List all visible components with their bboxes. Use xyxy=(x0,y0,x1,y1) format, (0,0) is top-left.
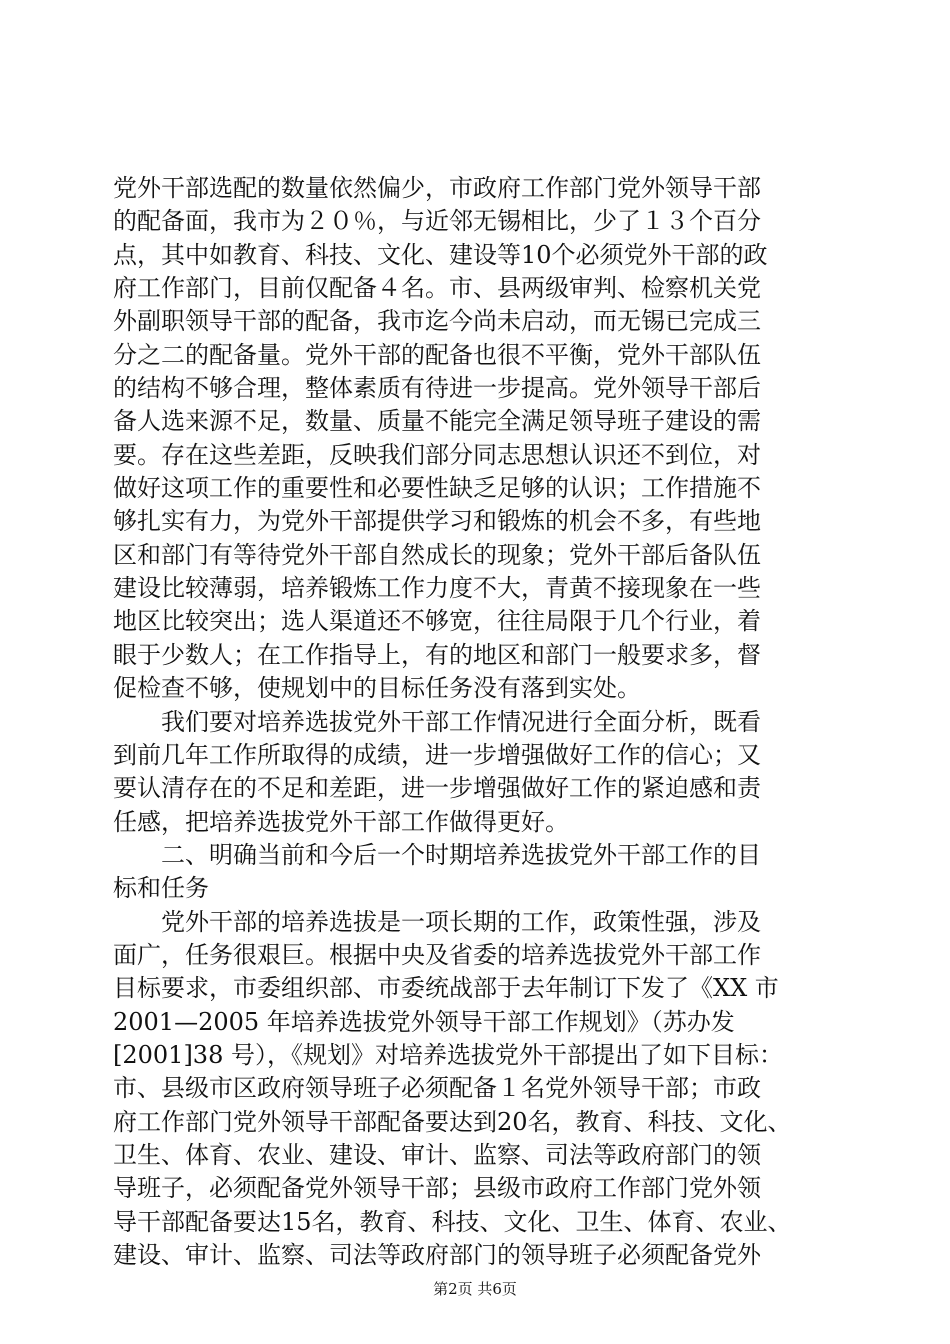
text-line: 到前几年工作所取得的成绩，进一步增强做好工作的信心；又 xyxy=(113,740,761,769)
text-line: 面广，任务很艰巨。根据中央及省委的培养选拔党外干部工作 xyxy=(113,940,761,969)
text-line: 党外干部的培养选拔是一项长期的工作，政策性强，涉及 xyxy=(113,907,761,936)
text-line: 区和部门有等待党外干部自然成长的现象；党外干部后备队伍 xyxy=(113,540,761,569)
text-line: 外副职领导干部的配备，我市迄今尚未启动，而无锡已完成三 xyxy=(113,307,761,336)
text-line: 地区比较突出；选人渠道还不够宽，往往局限于几个行业，着 xyxy=(113,607,761,636)
text-line: 建设、审计、监察、司法等政府部门的领导班子必须配备党外 xyxy=(113,1241,761,1269)
text-line: 促检查不够，使规划中的目标任务没有落到实处。 xyxy=(113,674,641,703)
text-line: 目标要求，市委组织部、市委统战部于去年制订下发了《XX 市 xyxy=(113,974,779,1003)
page-footer: 第2页 共6页 xyxy=(433,1280,517,1298)
text-line: 任感，把培养选拔党外干部工作做得更好。 xyxy=(113,807,569,836)
text-line: [2001]38 号），《规划》对培养选拔党外干部提出了如下目标： xyxy=(113,1040,783,1069)
body-text xyxy=(113,172,843,1272)
text-line: 二、明确当前和今后一个时期培养选拔党外干部工作的目 xyxy=(113,840,761,869)
text-line: 府工作部门党外领导干部配备要达到20名，教育、科技、文化、 xyxy=(113,1107,792,1136)
text-line: 党外干部选配的数量依然偏少，市政府工作部门党外领导干部 xyxy=(113,174,761,202)
text-line: 分之二的配备量。党外干部的配备也很不平衡，党外干部队伍 xyxy=(113,340,761,369)
text-line: 市、县级市区政府领导班子必须配备１名党外领导干部；市政 xyxy=(113,1074,761,1103)
text-line: 够扎实有力，为党外干部提供学习和锻炼的机会不多，有些地 xyxy=(113,507,761,536)
text-line: 点，其中如教育、科技、文化、建设等10个必须党外干部的政 xyxy=(113,240,768,269)
text-line: 建设比较薄弱，培养锻炼工作力度不大，青黄不接现象在一些 xyxy=(113,574,761,603)
text-line: 导班子，必须配备党外领导干部；县级市政府工作部门党外领 xyxy=(113,1174,761,1203)
text-line: 我们要对培养选拔党外干部工作情况进行全面分析，既看 xyxy=(113,707,761,736)
text-line: 的结构不够合理，整体素质有待进一步提高。党外领导干部后 xyxy=(113,374,761,403)
text-line: 要认清存在的不足和差距，进一步增强做好工作的紧迫感和责 xyxy=(113,774,761,803)
text-line: 府工作部门，目前仅配备４名。市、县两级审判、检察机关党 xyxy=(113,274,761,303)
text-line: 要。存在这些差距，反映我们部分同志思想认识还不到位，对 xyxy=(113,440,761,469)
text-line: 眼于少数人；在工作指导上，有的地区和部门一般要求多，督 xyxy=(113,640,761,669)
text-line: 备人选来源不足，数量、质量不能完全满足领导班子建设的需 xyxy=(113,407,761,436)
text-line: 做好这项工作的重要性和必要性缺乏足够的认识；工作措施不 xyxy=(113,474,761,503)
text-line: 导干部配备要达15名，教育、科技、文化、卫生、体育、农业、 xyxy=(113,1207,792,1236)
text-line: 的配备面，我市为２０％，与近邻无锡相比，少了１３个百分 xyxy=(113,207,761,236)
text-line: 标和任务 xyxy=(113,874,209,903)
text-line: 卫生、体育、农业、建设、审计、监察、司法等政府部门的领 xyxy=(113,1140,761,1169)
text-line: 2001—2005 年培养选拔党外领导干部工作规划》（苏办发 xyxy=(113,1007,735,1036)
